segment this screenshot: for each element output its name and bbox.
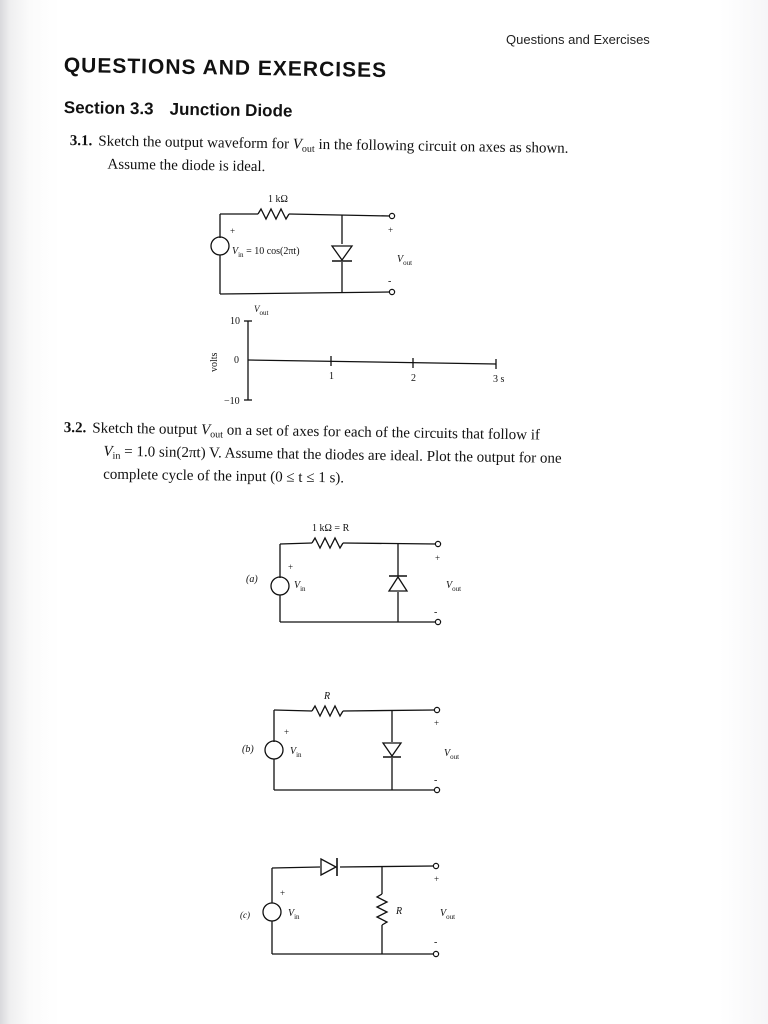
circuit-b	[238, 684, 468, 796]
source-label	[232, 246, 300, 259]
diode-symbol	[332, 246, 352, 261]
variable: V	[103, 443, 113, 460]
output-terminal	[435, 541, 440, 546]
output-terminal	[433, 951, 438, 956]
source-expr: = 10 cos(2πt)	[243, 246, 300, 257]
y-axis-label	[254, 304, 269, 317]
circuit-3-1	[200, 188, 430, 300]
y-tick: 10	[230, 316, 240, 327]
resistor-label: 1 kΩ = R	[312, 523, 350, 534]
output-v: V	[440, 908, 447, 919]
x-axis	[248, 360, 496, 364]
question-text: on a set of axes for each of the circuits that follow if	[222, 422, 541, 444]
question-text: Assume the diode is ideal.	[107, 156, 266, 176]
y-tick: −10	[224, 396, 240, 407]
variable-subscript: in	[112, 450, 121, 462]
output-terminal	[389, 289, 394, 294]
question-number: 3.2.	[63, 419, 87, 437]
output-label	[444, 748, 459, 761]
resistor-label: 1 kΩ	[268, 194, 288, 205]
output-plus: +	[388, 225, 394, 235]
circuit-label: (c)	[240, 910, 250, 920]
diode-symbol	[389, 576, 407, 591]
output-v: V	[397, 254, 404, 265]
circuit-c	[232, 844, 466, 960]
diode-symbol	[321, 858, 337, 876]
question-text: in the following circuit on axes as shown.	[314, 136, 569, 157]
x-tick: 3 s	[493, 374, 505, 385]
source-sub: in	[238, 251, 244, 259]
resistor-zigzag	[312, 706, 343, 716]
output-plus: +	[434, 874, 440, 884]
variable: V	[292, 136, 303, 153]
source-v: V	[288, 908, 295, 919]
diode-symbol	[383, 743, 401, 757]
question-3-1-text	[69, 132, 568, 182]
source-v: V	[294, 580, 301, 591]
variable-subscript: out	[301, 143, 315, 155]
source-sub: in	[300, 585, 306, 593]
question-3-2-text	[63, 419, 562, 492]
output-sub: out	[452, 585, 462, 593]
output-terminal	[434, 787, 439, 792]
variable: V	[200, 422, 211, 439]
source-v: V	[232, 246, 239, 257]
question-text: = 1.0 sin(2πt) V. Assume that the diodes are ideal. Plot the output for one	[120, 443, 562, 467]
voltage-source	[211, 237, 229, 255]
resistor-zigzag	[312, 538, 343, 548]
output-terminal	[435, 619, 440, 624]
y-axis-sub: out	[259, 309, 269, 317]
voltage-source	[265, 741, 283, 759]
voltage-source	[263, 903, 281, 921]
resistor-label: R	[324, 691, 331, 702]
section-heading	[64, 98, 293, 122]
output-terminal	[389, 213, 394, 218]
output-plus: +	[434, 718, 440, 728]
voltage-source	[271, 577, 289, 595]
polarity-plus: +	[230, 226, 236, 236]
output-minus: -	[434, 775, 438, 786]
y-tick: 0	[234, 355, 239, 366]
x-tick: 2	[411, 373, 416, 384]
resistor-label: R	[396, 906, 403, 917]
output-label	[446, 580, 461, 593]
output-minus: -	[434, 607, 438, 618]
resistor-zigzag	[258, 209, 289, 219]
circuit-label: (b)	[242, 744, 254, 755]
section-number: Section 3.3	[63, 98, 154, 119]
output-terminal	[433, 863, 438, 868]
question-text: Sketch the output waveform for	[98, 133, 293, 153]
question-number: 3.1.	[69, 132, 93, 150]
output-label	[397, 254, 412, 267]
output-terminal	[434, 707, 439, 712]
polarity-plus: +	[280, 888, 286, 898]
output-minus: -	[388, 276, 392, 287]
output-v: V	[444, 748, 451, 759]
source-sub: in	[294, 913, 300, 921]
source-v: V	[290, 746, 297, 757]
circuit-a	[240, 518, 470, 630]
running-head: Questions and Exercises	[506, 32, 650, 47]
output-minus: -	[434, 937, 438, 948]
polarity-plus: +	[288, 562, 294, 572]
source-label	[288, 908, 300, 921]
y-unit-label: volts	[209, 352, 220, 372]
section-title: Junction Diode	[169, 99, 293, 121]
source-label	[290, 746, 302, 759]
y-axis-v: V	[254, 304, 260, 314]
output-v: V	[446, 580, 453, 591]
circuit-label: (a)	[246, 574, 258, 585]
variable-subscript: out	[210, 429, 224, 441]
x-tick: 1	[329, 371, 334, 382]
polarity-plus: +	[284, 727, 290, 737]
output-plus: +	[435, 553, 441, 563]
waveform-axes	[200, 300, 520, 410]
output-sub: out	[403, 259, 413, 267]
source-sub: in	[296, 751, 302, 759]
output-sub: out	[446, 913, 456, 921]
question-text: complete cycle of the input (0 ≤ t ≤ 1 s).	[103, 466, 345, 487]
output-sub: out	[450, 753, 460, 761]
source-label	[294, 580, 306, 593]
question-text: Sketch the output	[92, 420, 202, 439]
chapter-title: QUESTIONS AND EXERCISES	[63, 54, 388, 83]
output-label	[440, 908, 455, 921]
resistor-zigzag	[377, 894, 387, 925]
